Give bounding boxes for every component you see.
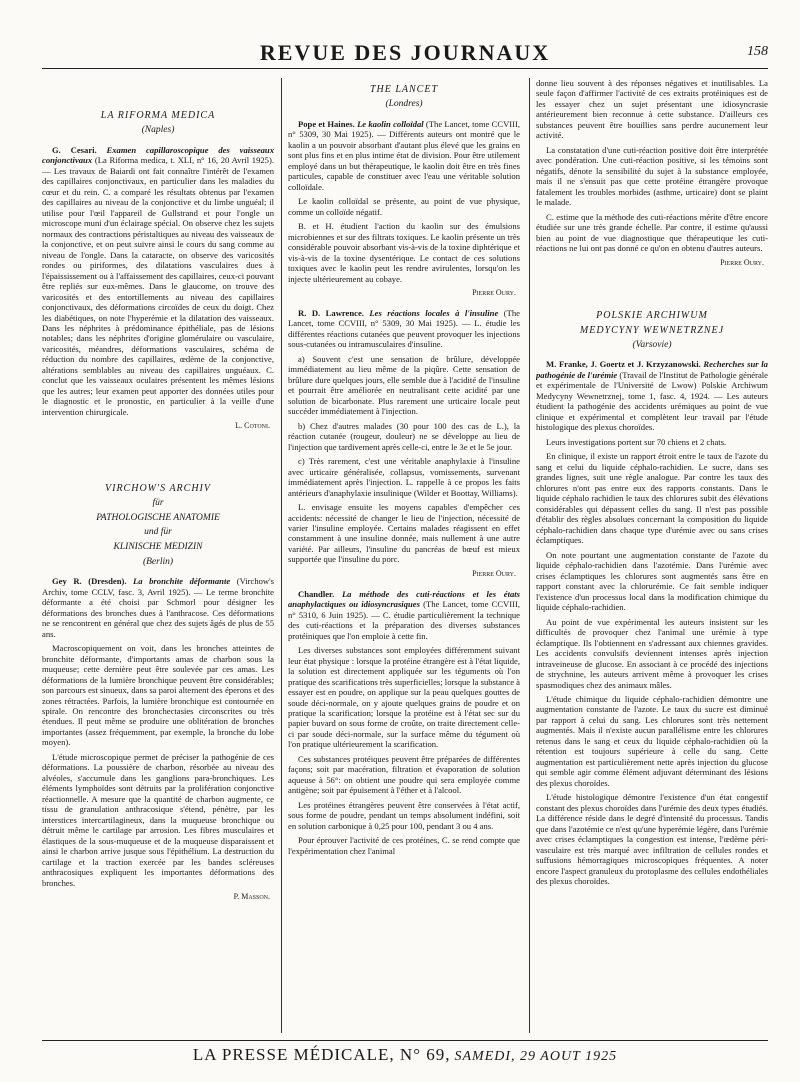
article-title: Le kaolin colloïdal: [357, 118, 424, 129]
article-paragraph: Leurs investigations portent sur 70 chiens et 2 chats.: [546, 436, 727, 447]
article-signature: Pierre Oury.: [472, 288, 516, 298]
column-rule: [529, 78, 530, 1033]
article-signature: L. Cotoni.: [235, 421, 270, 431]
article-title: Examen capillaroscopique des vaisseaux conjonctivaux: [42, 144, 274, 166]
article-signature: P. Masson.: [233, 892, 270, 902]
journal-city: (Berlin): [142, 556, 174, 567]
footer-date: SAMEDI, 29 AOUT 1925: [454, 1049, 618, 1064]
article-paragraph: C. estime que la méthode des cuti-réactions mérite d'être encore étudiée sur une très grande échelle. Par contre, il estime qu'aussi bien au point de vue diagnostique que thérapeutique les cuti-réactions ne lui ont pas donné ce qu'on en obtenu d'autres auteurs.: [536, 211, 768, 254]
article-author: G. Cesari.: [52, 144, 97, 155]
article-author: Pope et Haines.: [298, 118, 355, 129]
journal-city: (Naples): [141, 125, 175, 136]
article-title: Les réactions locales à l'insuline: [369, 307, 499, 318]
article-body: (The Lancet, tome CCVIII, n° 5310, 6 Juin 1925). — C. étudie particulièrement la technique des cuti-réactions et la préparation des diverses substances protéiniques que l'on emploie à cette fin.: [288, 599, 520, 641]
article-body: (La Riforma medica, t. XLI, n° 16, 20 Avril 1925). — Les travaux de Baiardi ont fait connaître l'intérêt de l'examen des capillaires conjonctivaux, en particulier dans les maladies du cœur et du rein. C. a comparé les résultats obtenus par l'examen des capillaires au niveau de la conjonctive et du limbe unguéal; il utilise pour l'œil l'appareil de Gullstrand et pour l'ongle un microscope muni d'un éclairage spécial. On observe chez les sujets normaux des contractions péristaltiques au niveau des vaisseaux de la conjonctive, et on peut suivre ainsi le cours du sang comme au niveau de l'ongle. Dans la cataracte, on observe des varicosités rondes ou piriformes, des dilatations vasculaires dues à l'épaississement ou à l'affaissement des capillaires, ceux-ci pouvant être repliés sur eux-mêmes. Dans le glaucome, on trouve des varicosités et des entortillements au niveau des capillaires conjonctivaux, des déformations circoïdes de ceux du doigt. Chez les diabétiques, on note l'hyperémie et la dilatation des vaisseaux. Dans les néphrites à prédominance épithéliale, pas de lésions notables; dans les néphrites d'origine glomérulaire ou vasculaire, varicosités, méandres, déformations vasculaires, schéma de réduction du nombre des capillaires, œdème de la conjonctive, altérations semblables au niveau des capillaires unguéaux. C. conclut que les vaisseaux oculaires présentent les mêmes lésions que les autres; leur examen peut apporter des données utiles pour le diagnostic et le pronostic, en particulier à la veille d'une intervention chirurgicale.: [42, 155, 274, 417]
article-paragraph: L'étude chimique du liquide céphalo-rachidien démontre une augmentation constante de l'azote. Le taux du sucre est diminué par rapport à celui du sang. Les chlorures sont très nettement augmentés. Mais il n'existe aucun parallélisme entre les chlorures retenus dans le sang et ceux du liquide céphalo-rachidien où la rétention est toujours supérieure à celle du sang. Cette augmentation est particulièrement nette après injection du glucose qui semble agir comme élément adjuvant déterminant des lésions des plexus choroïdes.: [536, 693, 768, 788]
journal-name-line2: MEDYCYNY WEWNETRZNEJ: [579, 324, 725, 336]
article-paragraph: L'étude microscopique permet de préciser la pathogénie de ces déformations. La poussière de charbon, résorbée au niveau des alvéoles, s'accumule dans les ganglions para-bronchiques. Les éléments lymphoïdes sont détruits par la prolifération conjonctive réactionnelle. A mesure que la quantité de charbon augmente, ce tissu de granulation anthracosique s'étend, pénètre, par les interstices intercartilagineux, dans la muqueuse bronchique ou détruit même le cartilage par arrosion. Les fibres musculaires et élastiques de la sous-muqueuse et de la muqueuse disparaissent et ainsi le charbon arrive jusque sous l'épithélium. La destruction du cartilage et la traction exercée par les bandes scléreuses anthracosiques expliquent les importantes déformations des bronches.: [42, 751, 274, 888]
journal-city: (Londres): [385, 99, 423, 110]
journal-name: THE LANCET: [369, 84, 439, 95]
journal-name: LA RIFORMA MEDICA: [100, 110, 216, 121]
article-paragraph: La constatation d'une cuti-réaction positive doit être interprétée avec pondération. Une cuti-réaction positive, si les témoins sont négatifs, dénote la sensibilité du sujet à la substance employée, mais il ne s'ensuit pas que cette protéine étrangère provoque fatalement les troubles morbides (asthme, urticaire) dont se plaint le malade.: [536, 144, 768, 208]
journal-name: VIRCHOW'S ARCHIV: [105, 483, 211, 495]
article-paragraph: Au point de vue expérimental les auteurs insistent sur les difficultés de provoquer chez l'animal une urémie à type éclamptique. Ils l'obtiennent en s'adressant aux chiennes gravides. Les accidents convulsifs deviennent intenses après injection intraveineuse de glucose. En associant à ce procédé des injections de strychnine, les auteurs arrivent même à provoquer les crises spasmodiques chez des animaux mâles.: [536, 616, 768, 690]
article-signature: Pierre Oury.: [472, 568, 516, 578]
page-number: 158: [747, 44, 768, 59]
article-paragraph: Les protéines étrangères peuvent être conservées à l'état actif, sous forme de poudre, pendant un temps absolument indéfini, soit en solution carbonique à 0,25 pour 100, pendant 3 ou 4 ans.: [288, 799, 520, 831]
page-title: REVUE DES JOURNAUX: [259, 40, 551, 65]
article-author: R. D. Lawrence.: [298, 307, 364, 318]
page-header: [42, 38, 768, 69]
article-author: M. Franke, J. Goertz et J. Krzyzanowski.: [546, 359, 701, 370]
article-paragraph: [536, 359, 768, 432]
article-paragraph: a) Souvent c'est une sensation de brûlure, développée immédiatement au lieu même de la piqûre. Cette sensation de brûlure dure quelques jours, elle semble due à l'acidité de l'insuline et pourrait être améliorée en neutralisant cette acidité par une solution de bicarbonate. Plus rarement une urticaire locale peut succéder immédiatement à l'injection.: [288, 353, 520, 417]
article-body: (Virchow's Archiv, tome CCLV, fasc. 3, Avril 1925). — Le terme bronchite déformante a été choisi par Schmorl pour désigner les déformations des bronches dues à l'anthracose. Ces déformations ne se rencontrent en général que chez des sujets âgés de plus de 55 ans.: [42, 576, 274, 639]
article-body: (The Lancet, tome CCVIII, n° 5309, 30 Mai 1925). — Différents auteurs ont montré que le kaolin a un pouvoir absorbant d'autant plus élevé que les grains en sont plus fins et en plus intime état de division. Pour être utilement employé dans un but thérapeutique, le kaolin doit être en très fines particules, capable de constituer avec l'eau une véritable solution colloïdale.: [288, 118, 520, 192]
page-footer: [42, 1040, 768, 1067]
article-body: (Travail de l'Institut de Pathologie générale et expérimentale de l'Université de Lwow) Polskie Archiwum Medycyny Wewnetrznej, tome 1, fasc. 4, 1924. — Les auteurs étudient la pathogénie des accidents urémiques au point de vue clinique et expérimental et complètent leur travail par l'étude histologique des plexus choroïdes.: [536, 369, 768, 433]
article-paragraph: [42, 576, 274, 639]
journal-city: (Varsovie): [632, 339, 672, 350]
column-2: [288, 78, 520, 1038]
journal-subtitle: PATHOLOGISCHE ANATOMIE: [96, 512, 220, 523]
journal-name: POLSKIE ARCHIWUM: [596, 309, 708, 321]
article-paragraph: [288, 589, 520, 641]
article-paragraph: B. et H. étudient l'action du kaolin sur des émulsions microbiennes et sur des filtrats toxiques. Le kaolin présente un très considérable pouvoir absorbant vis-à-vis de la toxine diphtérique et vis-à-vis de la toxine dysentérique. Le contact de ces solutions toxiques avec le kaolin peut les rendre avirulentes, lorsqu'on les injecte ultérieurement au cobaye.: [288, 221, 520, 284]
article-title: La bronchite déformante: [133, 576, 231, 587]
article-paragraph: Pour éprouver l'activité de ces protéines, C. se rend compte que l'expérimentation chez l'animal: [288, 835, 520, 856]
article-paragraph: c) Très rarement, c'est une véritable anaphylaxie à l'insuline avec urticaire généralisée, collapsus, vomissements, survenant immédiatement après l'injection. L. rappelle à ce propos les faits antérieurs d'anaphylaxie insulinique (Wilder et Boottay, Williams).: [288, 456, 520, 498]
article-paragraph: L'étude histologique démontre l'existence d'un état congestif constant des plexus choroïdes dans l'urémie des deux types étudiés. La différence réside dans le degré d'intensité du processus. Tandis que dans l'azotémie ce n'est qu'une hyperémie légère, dans l'urémie avec crises éclamptiques la congestion est intense, l'œdème péri-vasculaire est très marqué avec infiltration de cellules rondes et suffusions hémorragiques microscopiques fréquentes. A noter encore l'aspect granuleux du protoplasme des cellules endothéliales des plexus choroïdes.: [536, 792, 768, 887]
article-title: La méthode des cuti-réactions et les états anaphylactiques ou idiosyncrasiques: [288, 588, 520, 610]
column-rule: [281, 78, 282, 1033]
article-paragraph: L. envisage ensuite les moyens capables d'empêcher ces accidents: nécessité de changer le lieu de l'injection, nécessité de varier l'insuline employée. Certains malades réagissent en effet constamment à une insuline donnée, mais nullement à une autre variété. Par ailleurs, l'insuline du pancréas de bœuf est mieux supportée que l'insuline du porc.: [288, 502, 520, 565]
article-paragraph: Ces substances protéiques peuvent être préparées de différentes façons; soit par macération, filtration et évaporation de solution aqueuse à 56°: on obtient une poudre qui sera employée comme antigène; soit par épuisement à l'éther et à l'alcool.: [288, 753, 520, 796]
journal-subtitle: und für: [144, 527, 172, 538]
article-paragraph: donne lieu souvent à des réponses négatives et inutilisables. La seule façon d'affirmer l'activité de ces extraits protéiniques est de les essayer chez un sujet présentant une idiosyncrasie antérieurement bien reconnue à cette substance. D'ailleurs ces substances peuvent être bouillies sans perdre aucunement leur activité.: [536, 78, 768, 141]
article-paragraph: b) Chez d'autres malades (30 pour 100 des cas de L.), la réaction cutanée (rougeur, douleur) ne se développe au lieu de l'injection que tardivement après celle-ci, entre le 3e et le 5e jour.: [288, 420, 520, 452]
footer-publication: LA PRESSE MÉDICALE, N° 69,: [192, 1045, 451, 1064]
column-3: [536, 78, 768, 1038]
article-body: (The Lancet, tome CCVIII, n° 5309, 30 Mai 1925). — L. étudie les différentes réactions cutanées que peuvent provoquer les injections sous-cutanées ou intramusculaires d'insuline.: [288, 307, 520, 350]
article-paragraph: En clinique, il existe un rapport étroit entre le taux de l'azote du sang et celui du liquide céphalo-rachidien. Le sucre, dans ses grandes lignes, suit une règle analogue. Par contre les taux des chlorures n'ont pas entre eux des rapports constants. Dans le liquide céphalo rachidien le taux des chlorures subit des élévations considérables qui dépassent celles du sang. Il n'est pas possible d'établir des règles absolues concernant la composition du liquide céphalo-rachidien dans chaque type d'urémie avec ou sans crises éclamptiques.: [536, 451, 768, 546]
article-paragraph: [288, 308, 520, 350]
columns: [42, 78, 768, 1038]
journal-subtitle: für: [152, 498, 164, 509]
column-1: [42, 78, 274, 1038]
journal-subtitle: KLINISCHE MEDIZIN: [113, 542, 203, 553]
article-paragraph: [288, 119, 520, 192]
article-paragraph: Les diverses substances sont employées différemment suivant leur état physique : lorsque la protéine étrangère est à l'état liquide, la solution est directement appliquée sur les téguments où l'on pratique des scarifications très superficielles; lorsque la substance à essayer est en poudre, on applique sur la peau quelques gouttes de soude déci-normale, on y ajoute quelques grains de poudre et on pratique la scarification; lorsque la protéine est à l'état sec sur du papier buvard on sous forme de croûte, on traite directement celle-ci par soude déci-normale, sur la surface même du tégument où l'on pratique ultérieurement la scarification.: [288, 645, 520, 750]
article-paragraph: Macroscopiquement on voit, dans les bronches atteintes de bronchite déformante, d'importants amas de charbon sous la muqueuse; cette dernière peut être soulevée par ces amas. Les déformations de la lumière bronchique peuvent être considérables; son parcours est sinueux, dans sa paroi alternent des éperons et des zones rétractées. Parfois, la lumière bronchique est contournée en spirale. On rencontre des bronchectasies circonscrites ou très étendues. Il peut même se produire une oblitération de bronches importantes (assez fréquemment, par exemple, la bronche du lobe moyen).: [42, 643, 274, 748]
article-paragraph: On note pourtant une augmentation constante de l'azote du liquide céphalo-rachidien dans l'azotémie. Dans l'urémie avec crises éclamptiques les chlorures sont augmentés sans être en rapport constant avec la chlorurémie. Ce fait semble indiquer l'existence d'un processus local dans la modification chimique du liquide céphalo-rachidien.: [536, 549, 768, 613]
article-author: Gey R. (Dresden).: [52, 576, 127, 587]
article-paragraph: Le kaolin colloïdal se présente, au point de vue physique, comme un colloïde négatif.: [288, 196, 520, 217]
article-paragraph: [42, 145, 274, 418]
article-author: Chandler.: [298, 588, 335, 599]
article-signature: Pierre Oury.: [720, 257, 764, 267]
article-title: Recherches sur la pathogénie de l'urémie: [536, 359, 768, 380]
